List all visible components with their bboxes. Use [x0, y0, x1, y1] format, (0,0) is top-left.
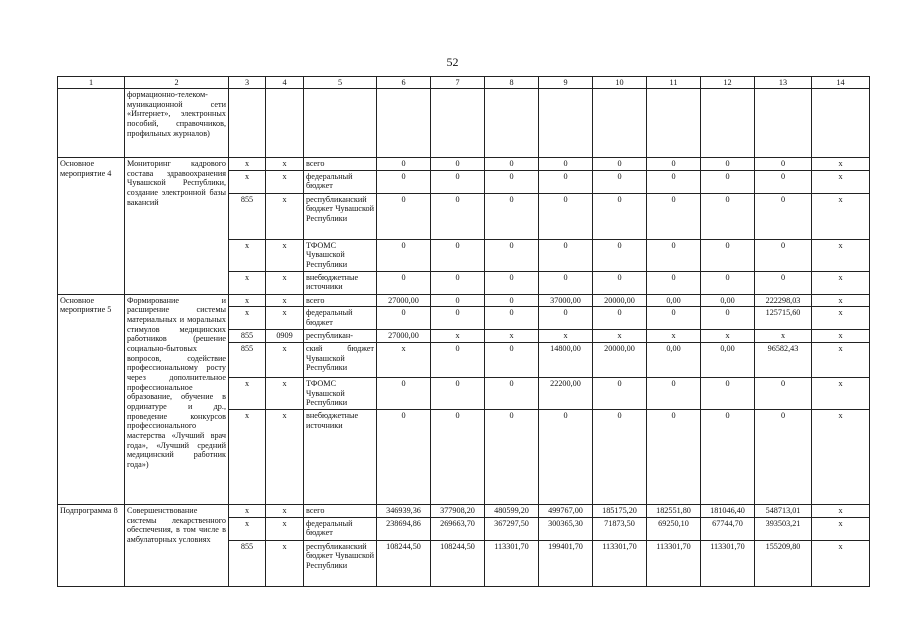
column-header: 2 — [125, 77, 229, 89]
value-cell: 238694,86 — [377, 517, 431, 540]
value-cell: 37000,00 — [539, 294, 593, 307]
funding-source-cell: всего — [304, 505, 377, 518]
value-cell: 0 — [485, 410, 539, 505]
funding-source-cell: внебюджетные источники — [304, 410, 377, 505]
column-header: 14 — [812, 77, 870, 89]
value-cell: 69250,10 — [647, 517, 701, 540]
section-code-cell: x — [266, 307, 304, 330]
table-row — [58, 158, 870, 171]
value-cell: 0 — [377, 307, 431, 330]
value-cell: 0 — [701, 271, 755, 294]
value-cell: 0 — [485, 271, 539, 294]
value-cell: 0 — [593, 307, 647, 330]
value-cell: 222298,03 — [755, 294, 812, 307]
value-cell: 0 — [539, 307, 593, 330]
value-cell: 0 — [755, 378, 812, 410]
program-description: Формирование и расширение системы материальных и моральных стимулов медицинских работников (решение социально-бытовых вопросов, содействие профессиональному росту через дополнительное профессиональное образование, обучение в ординатуре и др., проведение конкурсов профессионального мастерства «Лучший врач года», «Лучший средний медицинский работник года») — [125, 294, 229, 504]
budget-code-cell: x — [229, 505, 266, 518]
value-cell: 108244,50 — [431, 540, 485, 586]
column-header: 5 — [304, 77, 377, 89]
value-cell: 0 — [485, 239, 539, 271]
value-cell: 0 — [755, 239, 812, 271]
value-cell: 0 — [593, 239, 647, 271]
indicator-cell: x — [812, 294, 870, 307]
value-cell: 0 — [431, 343, 485, 378]
column-header-row — [58, 77, 870, 89]
value-cell: 0 — [431, 307, 485, 330]
value-cell: 0 — [431, 193, 485, 239]
indicator-cell: x — [812, 505, 870, 518]
value-cell: x — [647, 330, 701, 343]
subprogram-8-section — [58, 505, 870, 587]
value-cell: 0 — [755, 158, 812, 171]
section-code-cell: x — [266, 378, 304, 410]
column-header: 4 — [266, 77, 304, 89]
indicator-cell: x — [812, 540, 870, 586]
value-cell: 0 — [593, 410, 647, 505]
value-cell: 0 — [377, 158, 431, 171]
value-cell: 0 — [485, 170, 539, 193]
value-cell: 96582,43 — [755, 343, 812, 378]
value-cell: x — [701, 330, 755, 343]
value-cell: 0 — [755, 170, 812, 193]
indicator-cell: x — [812, 517, 870, 540]
value-cell: 199401,70 — [539, 540, 593, 586]
program-description: Совершенствование системы лекарственного обеспечения, в том числе в амбулаторных условиях — [125, 505, 229, 587]
value-cell: 0 — [701, 170, 755, 193]
funding-source-cell: ский бюджет Чувашской Республики — [304, 343, 377, 378]
value-cell: 155209,80 — [755, 540, 812, 586]
funding-source-cell: внебюджетные источники — [304, 271, 377, 294]
value-cell: 0,00 — [701, 294, 755, 307]
value-cell: 300365,30 — [539, 517, 593, 540]
indicator-cell: x — [812, 158, 870, 171]
value-cell: 71873,50 — [593, 517, 647, 540]
value-cell: 0 — [431, 294, 485, 307]
funding-source-cell: республиканский бюджет Чувашской Республики — [304, 540, 377, 586]
value-cell: 0 — [377, 193, 431, 239]
funding-source-cell: ТФОМС Чувашской Республики — [304, 378, 377, 410]
value-cell: 20000,00 — [593, 294, 647, 307]
column-header: 6 — [377, 77, 431, 89]
value-cell: 0 — [485, 378, 539, 410]
value-cell: 185175,20 — [593, 505, 647, 518]
column-header: 7 — [431, 77, 485, 89]
funding-source-cell: федеральный бюджет — [304, 307, 377, 330]
value-cell: 108244,50 — [377, 540, 431, 586]
funding-source-cell: всего — [304, 294, 377, 307]
value-cell: 0 — [647, 170, 701, 193]
indicator-cell: x — [812, 271, 870, 294]
section-code-cell: x — [266, 410, 304, 505]
section-code-cell: x — [266, 158, 304, 171]
program-name: Основное мероприятие 5 — [58, 294, 125, 504]
value-cell: 0 — [485, 294, 539, 307]
table-row — [58, 89, 870, 158]
value-cell: 113301,70 — [701, 540, 755, 586]
budget-code-cell: 855 — [229, 343, 266, 378]
funding-source-cell: всего — [304, 158, 377, 171]
column-header: 1 — [58, 77, 125, 89]
budget-code-cell: x — [229, 271, 266, 294]
value-cell: 0 — [647, 378, 701, 410]
value-cell: 0 — [485, 193, 539, 239]
table-row — [58, 294, 870, 307]
section-code-cell: x — [266, 517, 304, 540]
funding-source-cell: федеральный бюджет — [304, 517, 377, 540]
value-cell: 0 — [539, 170, 593, 193]
indicator-cell: x — [812, 330, 870, 343]
value-cell: x — [593, 330, 647, 343]
budget-code-cell: x — [229, 378, 266, 410]
value-cell: x — [377, 343, 431, 378]
value-cell: 0 — [485, 158, 539, 171]
column-header: 3 — [229, 77, 266, 89]
column-header: 10 — [593, 77, 647, 89]
indicator-cell: x — [812, 307, 870, 330]
value-cell: 113301,70 — [647, 540, 701, 586]
value-cell: 14800,00 — [539, 343, 593, 378]
value-cell: 0 — [377, 239, 431, 271]
budget-code-cell: x — [229, 517, 266, 540]
value-cell: 0 — [647, 158, 701, 171]
event-4-section — [58, 158, 870, 295]
value-cell: 0 — [539, 158, 593, 171]
row-description: формационно-телеком-муникационной сети «Интернет», электронных пособий, справочников, профильных журналов) — [125, 89, 229, 158]
value-cell: x — [485, 330, 539, 343]
value-cell: 0 — [377, 410, 431, 505]
section-code-cell: x — [266, 271, 304, 294]
value-cell: 20000,00 — [593, 343, 647, 378]
value-cell: 125715,60 — [755, 307, 812, 330]
funding-source-cell: федеральный бюджет — [304, 170, 377, 193]
value-cell: 0 — [539, 410, 593, 505]
indicator-cell: x — [812, 193, 870, 239]
section-code-cell: x — [266, 505, 304, 518]
budget-code-cell: x — [229, 294, 266, 307]
funding-source-cell: республикан- — [304, 330, 377, 343]
indicator-cell: x — [812, 170, 870, 193]
value-cell: 0 — [755, 410, 812, 505]
value-cell: 0,00 — [647, 294, 701, 307]
value-cell: 27000,00 — [377, 330, 431, 343]
section-code-cell: x — [266, 343, 304, 378]
budget-code-cell: 855 — [229, 540, 266, 586]
budget-table — [57, 76, 870, 587]
value-cell: 0 — [431, 410, 485, 505]
value-cell: 0 — [377, 378, 431, 410]
funding-source-cell: республиканский бюджет Чувашской Республики — [304, 193, 377, 239]
table-row — [58, 505, 870, 518]
value-cell: 113301,70 — [485, 540, 539, 586]
value-cell: 0 — [377, 170, 431, 193]
value-cell: 0 — [431, 170, 485, 193]
column-header: 9 — [539, 77, 593, 89]
value-cell: 0 — [485, 343, 539, 378]
value-cell: 0 — [647, 271, 701, 294]
indicator-cell: x — [812, 239, 870, 271]
value-cell: 346939,36 — [377, 505, 431, 518]
column-header: 8 — [485, 77, 539, 89]
value-cell: 67744,70 — [701, 517, 755, 540]
value-cell: 367297,50 — [485, 517, 539, 540]
value-cell: 269663,70 — [431, 517, 485, 540]
budget-code-cell: x — [229, 239, 266, 271]
indicator-cell: x — [812, 410, 870, 505]
value-cell: 377908,20 — [431, 505, 485, 518]
budget-code-cell: x — [229, 410, 266, 505]
value-cell: 0 — [701, 410, 755, 505]
value-cell: 0 — [701, 239, 755, 271]
page-number: 52 — [446, 55, 459, 69]
value-cell: 22200,00 — [539, 378, 593, 410]
value-cell: 0 — [593, 378, 647, 410]
value-cell: 0 — [647, 410, 701, 505]
value-cell: 0 — [431, 239, 485, 271]
value-cell: 0 — [539, 271, 593, 294]
column-header: 13 — [755, 77, 812, 89]
value-cell: 0 — [593, 170, 647, 193]
budget-code-cell: x — [229, 170, 266, 193]
budget-code-cell: x — [229, 158, 266, 171]
budget-code-cell: 855 — [229, 330, 266, 343]
value-cell: 0 — [593, 271, 647, 294]
value-cell: 548713,01 — [755, 505, 812, 518]
program-name: Основное мероприятие 4 — [58, 158, 125, 295]
value-cell: 0 — [377, 271, 431, 294]
value-cell: 0 — [755, 271, 812, 294]
value-cell: 0,00 — [647, 343, 701, 378]
value-cell: 0 — [701, 193, 755, 239]
value-cell: 480599,20 — [485, 505, 539, 518]
section-code-cell: 0909 — [266, 330, 304, 343]
program-description: Мониторинг кадрового состава здравоохранения Чувашской Республики, создание электронной базы вакансий — [125, 158, 229, 295]
value-cell: 0 — [701, 378, 755, 410]
value-cell: 499767,00 — [539, 505, 593, 518]
value-cell: x — [539, 330, 593, 343]
indicator-cell: x — [812, 378, 870, 410]
value-cell: 0 — [647, 193, 701, 239]
value-cell: 0 — [431, 378, 485, 410]
value-cell: 0 — [647, 239, 701, 271]
section-code-cell: x — [266, 193, 304, 239]
program-name: Подпрограмма 8 — [58, 505, 125, 587]
value-cell: 0 — [593, 193, 647, 239]
value-cell: 0 — [485, 307, 539, 330]
value-cell: 0 — [755, 193, 812, 239]
funding-source-cell: ТФОМС Чувашской Республики — [304, 239, 377, 271]
value-cell: 0 — [593, 158, 647, 171]
value-cell: 0,00 — [701, 343, 755, 378]
column-header: 11 — [647, 77, 701, 89]
value-cell: x — [755, 330, 812, 343]
column-header: 12 — [701, 77, 755, 89]
section-code-cell: x — [266, 294, 304, 307]
value-cell: 27000,00 — [377, 294, 431, 307]
value-cell: 0 — [431, 158, 485, 171]
value-cell: 0 — [431, 271, 485, 294]
value-cell: 113301,70 — [593, 540, 647, 586]
value-cell: 0 — [647, 307, 701, 330]
section-code-cell: x — [266, 540, 304, 586]
value-cell: 181046,40 — [701, 505, 755, 518]
indicator-cell: x — [812, 343, 870, 378]
value-cell: 0 — [701, 158, 755, 171]
value-cell: 0 — [539, 239, 593, 271]
event-5-section — [58, 294, 870, 504]
budget-code-cell: x — [229, 307, 266, 330]
value-cell: 182551,80 — [647, 505, 701, 518]
value-cell: x — [431, 330, 485, 343]
section-code-cell: x — [266, 170, 304, 193]
budget-code-cell: 855 — [229, 193, 266, 239]
value-cell: 393503,21 — [755, 517, 812, 540]
value-cell: 0 — [701, 307, 755, 330]
value-cell: 0 — [539, 193, 593, 239]
section-code-cell: x — [266, 239, 304, 271]
